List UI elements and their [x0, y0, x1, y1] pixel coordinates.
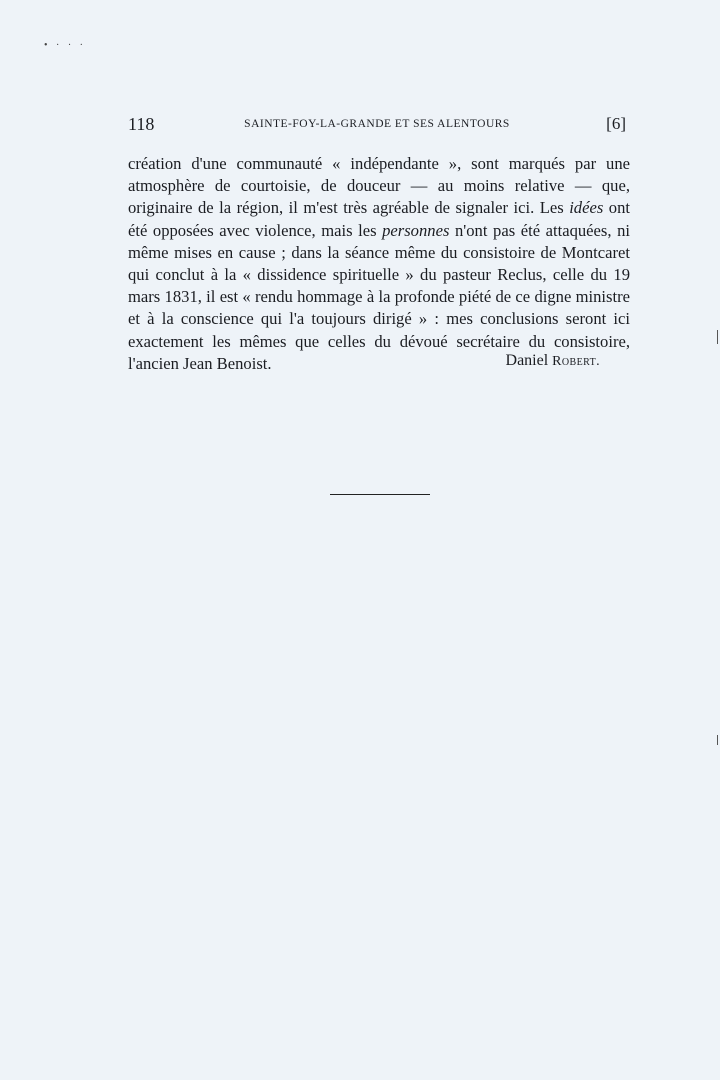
- scan-edge-mark: [717, 330, 718, 344]
- text-segment: ont été opposées avec violence, mais les: [128, 198, 630, 240]
- emphasis-ideas: idées: [569, 198, 604, 218]
- end-rule-divider: [330, 494, 430, 495]
- page-header: [128, 114, 626, 138]
- scan-edge-mark: [717, 735, 718, 745]
- author-signature: [360, 352, 600, 370]
- emphasis-personnes: personnes: [382, 220, 450, 240]
- text-segment: création d'une communauté « indépendante », sont marqués par une atmosphère de courtoisie, de douceur — au moins relative — que, originaire de la région, il m'est très agréable de signaler ici. Les: [128, 154, 630, 218]
- text-segment: n'ont pas été attaquées, ni même mises en cause ; dans la séance même du consistoire de Montcaret qui conclut à la « dissidence spirituelle » du pasteur Reclus, celle du 19 mars 1831, il est « rendu hommage à la profonde piété de ce digne ministre et à la conscience qui l'a toujours dirigé » : mes conclusions seront ici exactement les mêmes que celles du dévoué secrétaire du consistoire, l'ancien Jean Benoist.: [128, 220, 630, 373]
- part-number: [6]: [606, 114, 626, 133]
- body-paragraph: [128, 153, 630, 375]
- page-number: 118: [128, 114, 155, 134]
- paragraph: [128, 153, 630, 375]
- running-title: SAINTE-FOY-LA-GRANDE ET SES ALENTOURS: [244, 118, 510, 130]
- author-surname: Robert.: [552, 354, 600, 369]
- scan-specks-decoration: • · · ·: [44, 40, 86, 51]
- author-first-name: Daniel: [505, 352, 549, 369]
